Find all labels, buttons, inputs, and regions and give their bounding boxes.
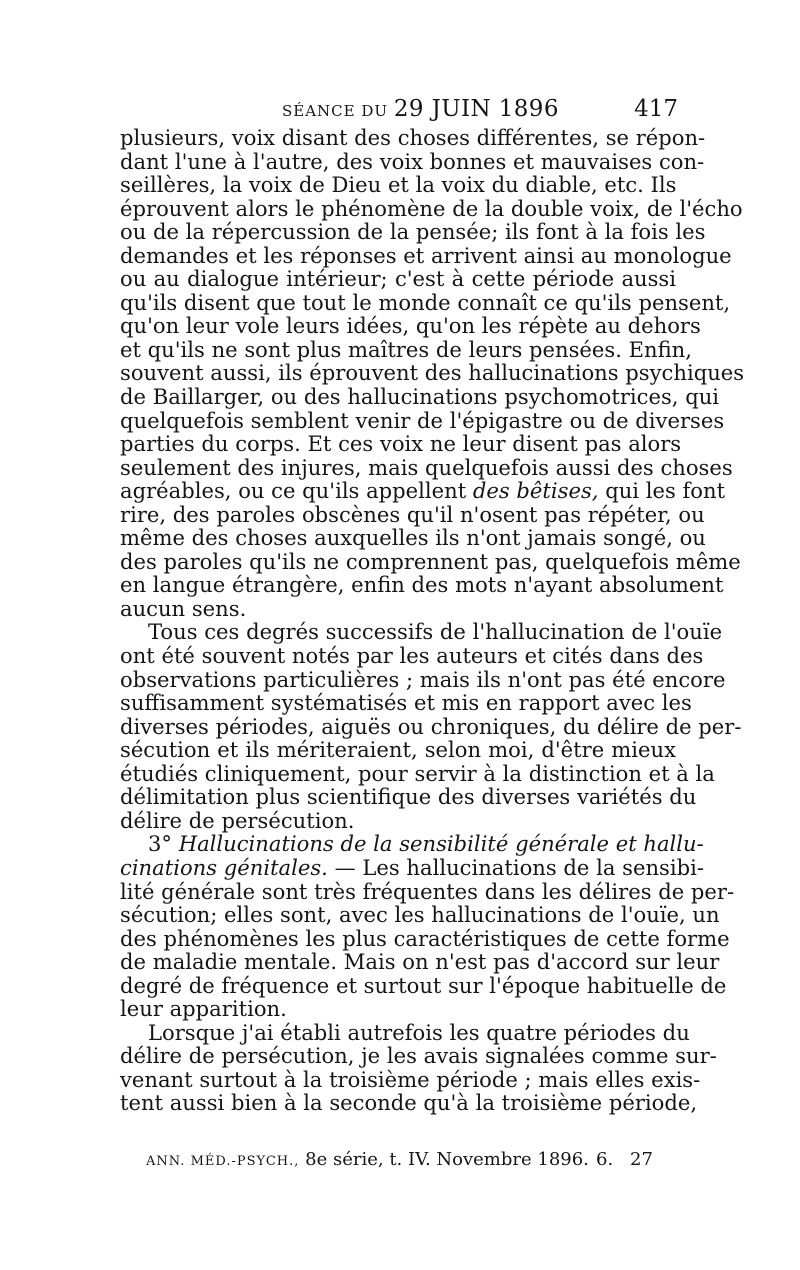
text-line: qu'ils disent que tout le monde connaît ce qu'ils pensent, (120, 289, 731, 315)
body-text (120, 125, 745, 1116)
paragraph-end-line: leur apparition. (120, 996, 287, 1022)
text-line: observations particulières ; mais ils n'ont pas été encore (120, 666, 726, 692)
paragraph-start-line: Lorsque j'ai établi autrefois les quatre périodes du (148, 1019, 690, 1045)
text-line: ou de la répercussion de la pensée; ils font à la fois les (120, 219, 706, 245)
text-line: délire de persécution, je les avais signalées comme sur- (120, 1043, 717, 1069)
paragraph-start-line: Tous ces degrés successifs de l'hallucination de l'ouïe (148, 619, 723, 645)
text-line: sécution; elles sont, avec les hallucinations de l'ouïe, un (120, 902, 720, 928)
running-head-title (282, 92, 559, 128)
text-segment: qui les font (598, 478, 726, 504)
text-line: souvent aussi, ils éprouvent des hallucinations psychiques (120, 360, 745, 386)
section-title: Hallucinations de la sensibilité générale et hallu- (178, 831, 704, 857)
text-line: ont été souvent notés par les auteurs et cités dans des (120, 643, 704, 669)
text-line: de maladie mentale. Mais on n'est pas d'accord sur leur (120, 949, 720, 975)
page-number: 417 (634, 96, 678, 122)
text-line: des paroles qu'ils ne comprennent pas, quelquefois même (120, 548, 741, 574)
text-line: diverses périodes, aiguës ou chroniques, du délire de per- (120, 713, 742, 739)
text-line: même des choses auxquelles ils n'ont jamais songé, ou (120, 525, 706, 551)
text-line: rire, des paroles obscènes qu'il n'osent pas répéter, ou (120, 501, 705, 527)
text-line: quelquefois semblent venir de l'épigastre ou de diverses (120, 407, 725, 433)
text-line: venant surtout à la troisième période ; mais elles exis- (120, 1066, 701, 1092)
text-line: étudiés cliniquement, pour servir à la distinction et à la (120, 760, 715, 786)
text-line: lité générale sont très fréquentes dans les délires de per- (120, 878, 735, 904)
text-line: suffisamment systématisés et mis en rapport avec les (120, 690, 692, 716)
text-line: des phénomènes les plus caractéristiques de cette forme (120, 925, 730, 951)
paragraph-end-line: délire de persécution. (120, 807, 355, 833)
text-line-with-italic (120, 478, 726, 504)
running-header (120, 92, 678, 126)
text-line: en langue étrangère, enfin des mots n'ayant absolument (120, 572, 724, 598)
section-heading-continuation (120, 854, 704, 880)
journal-abbreviation: ANN. MÉD.-PSYCH., (146, 1154, 300, 1169)
text-line: de Baillarger, ou des hallucinations psychomotrices, qui (120, 384, 720, 410)
sheet-number: 6. (596, 1149, 614, 1170)
text-line: tent aussi bien à la seconde qu'à la troisième période, (120, 1090, 698, 1116)
text-line: délimitation plus scientifique des diverses variétés du (120, 784, 697, 810)
section-heading-line (120, 831, 704, 857)
text-line: dant l'une à l'autre, des voix bonnes et mauvaises con- (120, 148, 705, 174)
paragraph-end-line: aucun sens. (120, 595, 247, 621)
text-line: qu'on leur vole leurs idées, qu'on les répète au dehors (120, 313, 701, 339)
text-segment: agréables, ou ce qu'ils appellent (120, 478, 473, 504)
text-line: parties du corps. Et ces voix ne leur disent pas alors (120, 431, 682, 457)
text-line: plusieurs, voix disant des choses différentes, se répon- (120, 125, 706, 150)
text-line: éprouvent alors le phénomène de la double voix, de l'écho (120, 195, 743, 221)
text-line: sécution et ils mériteraient, selon moi, d'être mieux (120, 737, 676, 763)
text-line: seillères, la voix de Dieu et la voix du diable, etc. Ils (120, 172, 677, 198)
text-line: ou au dialogue intérieur; c'est à cette période aussi (120, 266, 676, 292)
series-info: 8e série, t. IV. Novembre 1896. (299, 1149, 589, 1170)
running-head-label: SÉANCE DU (282, 102, 394, 120)
page-footer (120, 1146, 678, 1174)
text-line: et qu'ils ne sont plus maîtres de leurs pensées. Enfin, (120, 336, 692, 362)
text-line: seulement des injures, mais quelquefois aussi des choses (120, 454, 733, 480)
text-line: demandes et les réponses et arrivent ainsi au monologue (120, 242, 732, 268)
running-head-date: 29 JUIN 1896 (393, 96, 559, 122)
section-number: 3° (148, 831, 179, 857)
section-title-continuation: cinations génitales. (120, 854, 328, 880)
text-segment: — Les hallucinations de la sensibi- (327, 854, 704, 880)
signature-number: 27 (630, 1149, 653, 1170)
footer-citation (146, 1146, 589, 1176)
text-line: degré de fréquence et surtout sur l'époque habituelle de (120, 972, 727, 998)
italic-phrase: des bêtises, (472, 478, 599, 504)
